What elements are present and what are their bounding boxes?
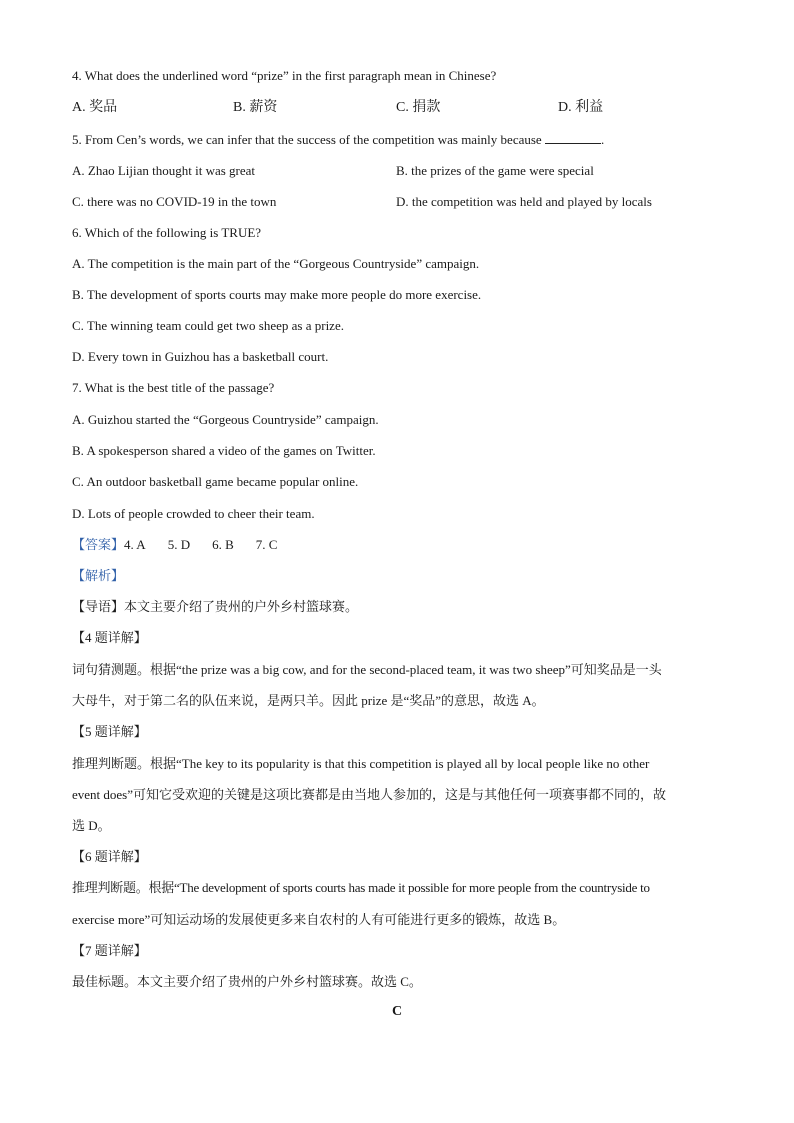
section-5-line: event does”可知它受欢迎的关键是这项比赛都是由当地人参加的，这是与其他任何一项赛事都不同的，故 xyxy=(72,787,667,802)
question-6-option-d: D. Every town in Guizhou has a basketball court. xyxy=(72,349,329,364)
question-5-stem xyxy=(72,130,722,149)
answer-item: 6. B xyxy=(212,537,234,552)
section-4-line: 大母牛，对于第二名的队伍来说，是两只羊。因此 prize 是“奖品”的意思，故选 A。 xyxy=(72,693,545,708)
question-4-option-c: C. 捐款 xyxy=(396,100,441,115)
section-heading-6: 【6 题详解】 xyxy=(72,849,147,864)
question-6-option-c: C. The winning team could get two sheep as a prize. xyxy=(72,318,344,333)
section-heading-5: 【5 题详解】 xyxy=(72,724,147,739)
question-7-option-d: D. Lots of people crowded to cheer their team. xyxy=(72,506,315,521)
question-4-option-a: A. 奖品 xyxy=(72,100,118,115)
answer-item: 5. D xyxy=(167,537,191,552)
question-5-stem-end: . xyxy=(600,132,605,147)
section-6-line: 推理判断题。根据“The development of sports courts has made it possible for more people from the countryside to xyxy=(72,880,650,895)
question-7-option-a: A. Guizhou started the “Gorgeous Countryside” campaign. xyxy=(72,412,379,427)
answer-key xyxy=(72,536,722,554)
section-heading-4: 【4 题详解】 xyxy=(72,630,147,645)
question-7-option-c: C. An outdoor basketball game became popular online. xyxy=(72,474,359,489)
question-4-option-d: D. 利益 xyxy=(558,100,604,115)
section-5-line: 选 D。 xyxy=(72,818,111,833)
question-5-option-b: B. the prizes of the game were special xyxy=(396,163,594,178)
question-6-stem: 6. Which of the following is TRUE? xyxy=(72,225,262,240)
section-heading-7: 【7 题详解】 xyxy=(72,943,147,958)
section-6-line: exercise more”可知运动场的发展使更多来自农村的人有可能进行更多的锻炼，故选 B。 xyxy=(72,912,566,927)
section-7-line: 最佳标题。本文主要介绍了贵州的户外乡村篮球赛。故选 C。 xyxy=(72,974,422,989)
question-7-stem: 7. What is the best title of the passage? xyxy=(72,380,275,395)
question-4-option-b: B. 薪资 xyxy=(233,100,278,115)
answer-item: 7. C xyxy=(255,537,278,552)
analysis-label: 【解析】 xyxy=(72,568,125,583)
answer-item: 4. A xyxy=(124,537,146,552)
analysis-intro: 【导语】本文主要介绍了贵州的户外乡村篮球赛。 xyxy=(72,599,359,614)
question-7-option-b: B. A spokesperson shared a video of the games on Twitter. xyxy=(72,443,376,458)
answer-label: 【答案】 xyxy=(72,537,125,552)
answer-blank xyxy=(545,130,601,144)
question-5-option-d: D. the competition was held and played by locals xyxy=(396,194,652,209)
next-section-heading: C xyxy=(391,1004,403,1019)
question-6-option-a: A. The competition is the main part of the “Gorgeous Countryside” campaign. xyxy=(72,256,480,271)
question-5-option-c: C. there was no COVID-19 in the town xyxy=(72,194,277,209)
section-4-line: 词句猜测题。根据“the prize was a big cow, and for the second-placed team, it was two sheep”可知奖品是一头 xyxy=(72,662,662,677)
question-4-stem: 4. What does the underlined word “prize” in the first paragraph mean in Chinese? xyxy=(72,68,497,83)
question-5-stem-text: 5. From Cen’s words, we can infer that the success of the competition was mainly because xyxy=(72,132,545,147)
question-6-option-b: B. The development of sports courts may make more people do more exercise. xyxy=(72,287,482,302)
question-5-option-a: A. Zhao Lijian thought it was great xyxy=(72,163,256,178)
section-5-line: 推理判断题。根据“The key to its popularity is that this competition is played all by local people like no other xyxy=(72,756,650,771)
